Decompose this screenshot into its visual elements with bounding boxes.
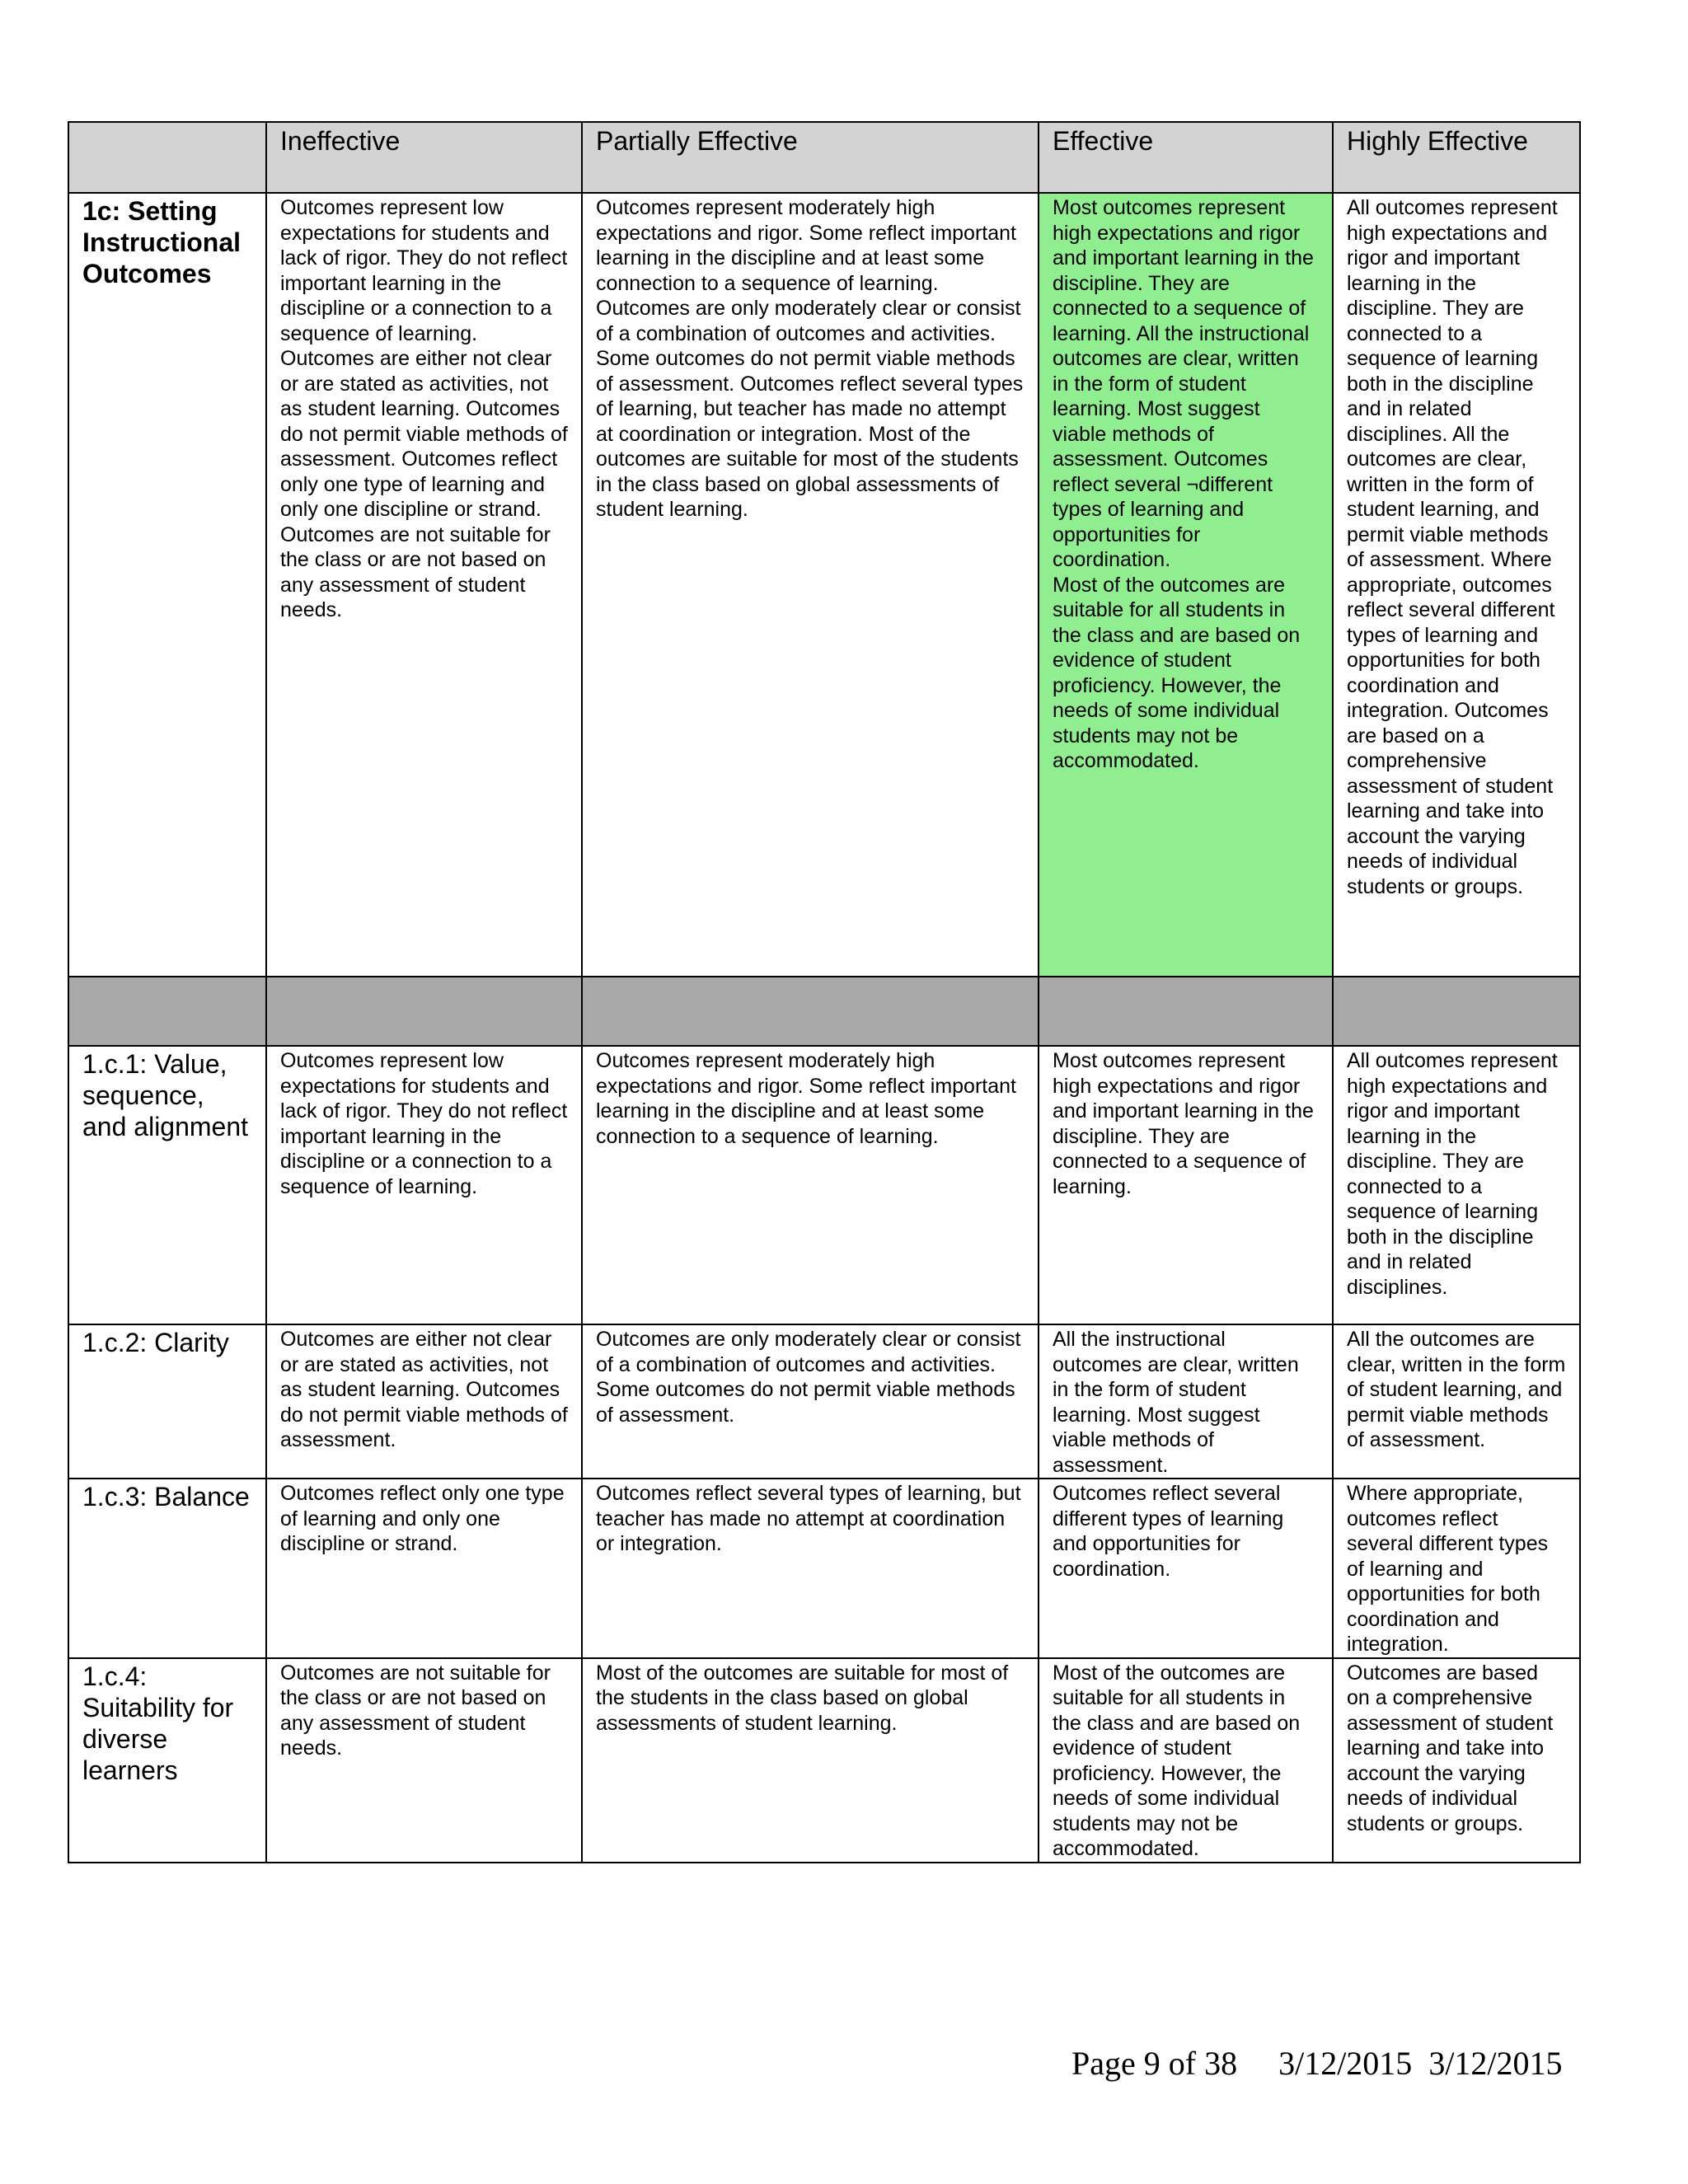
effective-cell: All the instructional outcomes are clear, written in the form of student learning. Most suggest viable methods of assessment. <box>1039 1324 1333 1479</box>
effective-cell: Most of the outcomes are suitable for all students in the class and are based on evidence of student proficiency. However, the needs of some individual students may not be accommodated. <box>1039 1658 1333 1863</box>
effective-cell: Most outcomes represent high expectations and rigor and important learning in the discipline. They are connected to a sequence of learning. <box>1039 1046 1333 1324</box>
footer-date: 3/12/2015 <box>1278 2045 1413 2082</box>
ineffective-cell: Outcomes are either not clear or are stated as activities, not as student learning. Outcomes do not permit viable methods of assessment. <box>266 1324 582 1479</box>
main-partially-effective-cell: Outcomes represent moderately high expectations and rigor. Some reflect important learning in the discipline and at least some connection to a sequence of learning. Outcomes are only moderately clear or consist of a combination of outcomes and activities. Some outcomes do not permit viable methods of assessment. Outcomes reflect several types of learning, but teacher has made no attempt at coordination or integration. Most of the outcomes are suitable for most of the students in the class based on global assessments of student learning. <box>582 193 1039 977</box>
ineffective-cell: Outcomes are not suitable for the class or are not based on any assessment of student needs. <box>266 1658 582 1863</box>
subcomponent-label: 1.c.3: Balance <box>68 1479 266 1658</box>
header-ineffective: Ineffective <box>266 122 582 193</box>
partially-effective-cell: Outcomes are only moderately clear or consist of a combination of outcomes and activities. Some outcomes do not permit viable methods of assessment. <box>582 1324 1039 1479</box>
header-effective: Effective <box>1039 122 1333 193</box>
header-blank <box>68 122 266 193</box>
main-ineffective-cell: Outcomes represent low expectations for students and lack of rigor. They do not reflect important learning in the discipline or a connection to a sequence of learning. Outcomes are either not clear or are stated as activities, not as student learning. Outcomes do not permit viable methods of assessment. Outcomes reflect only one type of learning and only one discipline or strand. Outcomes are not suitable for the class or are not based on any assessment of student needs. <box>266 193 582 977</box>
main-component-row <box>68 193 1580 977</box>
ineffective-cell: Outcomes reflect only one type of learning and only one discipline or strand. <box>266 1479 582 1658</box>
partially-effective-cell: Most of the outcomes are suitable for most of the students in the class based on global assessments of student learning. <box>582 1658 1039 1863</box>
highly-effective-cell: All the outcomes are clear, written in the form of student learning, and permit viable methods of assessment. <box>1333 1324 1580 1479</box>
highly-effective-cell: All outcomes represent high expectations and rigor and important learning in the discipline. They are connected to a sequence of learning both in the discipline and in related disciplines. <box>1333 1046 1580 1324</box>
main-effective-cell-highlighted: Most outcomes represent high expectations and rigor and important learning in the discipline. They are connected to a sequence of learning. All the instructional outcomes are clear, written in the form of student learning. Most suggest viable methods of assessment. Outcomes reflect several ¬different types of learning and opportunities for coordination. Most of the outcomes are suitable for all students in the class and are based on evidence of student proficiency. However, the needs of some individual students may not be accommodated. <box>1039 193 1333 977</box>
component-label: 1c: Setting Instructional Outcomes <box>68 193 266 977</box>
page-number: Page 9 of 38 <box>1071 2045 1238 2082</box>
header-highly-effective: Highly Effective <box>1333 122 1580 193</box>
subcomponent-row <box>68 1324 1580 1479</box>
subcomponent-row <box>68 1479 1580 1658</box>
separator-row <box>68 977 1580 1046</box>
rubric-table <box>68 121 1581 1863</box>
header-partially-effective: Partially Effective <box>582 122 1039 193</box>
subcomponent-label: 1.c.1: Value, sequence, and alignment <box>68 1046 266 1324</box>
partially-effective-cell: Outcomes reflect several types of learning, but teacher has made no attempt at coordination or integration. <box>582 1479 1039 1658</box>
subcomponent-row <box>68 1658 1580 1863</box>
main-highly-effective-cell: All outcomes represent high expectations and rigor and important learning in the discipline. They are connected to a sequence of learning both in the discipline and in related disciplines. All the outcomes are clear, written in the form of student learning, and permit viable methods of assessment. Where appropriate, outcomes reflect several different types of learning and opportunities for both coordination and integration. Outcomes are based on a comprehensive assessment of student learning and take into account the varying needs of individual students or groups. <box>1333 193 1580 977</box>
header-row <box>68 122 1580 193</box>
page-footer <box>1071 2044 1582 2083</box>
highly-effective-cell: Where appropriate, outcomes reflect several different types of learning and opportunities for both coordination and integration. <box>1333 1479 1580 1658</box>
subcomponent-row <box>68 1046 1580 1324</box>
effective-cell: Outcomes reflect several different types of learning and opportunities for coordination. <box>1039 1479 1333 1658</box>
subcomponent-label: 1.c.2: Clarity <box>68 1324 266 1479</box>
ineffective-cell: Outcomes represent low expectations for students and lack of rigor. They do not reflect important learning in the discipline or a connection to a sequence of learning. <box>266 1046 582 1324</box>
footer-date: 3/12/2015 <box>1428 2045 1563 2082</box>
subcomponent-label: 1.c.4: Suitability for diverse learners <box>68 1658 266 1863</box>
highly-effective-cell: Outcomes are based on a comprehensive assessment of student learning and take into account the varying needs of individual students or groups. <box>1333 1658 1580 1863</box>
partially-effective-cell: Outcomes represent moderately high expectations and rigor. Some reflect important learning in the discipline and at least some connection to a sequence of learning. <box>582 1046 1039 1324</box>
